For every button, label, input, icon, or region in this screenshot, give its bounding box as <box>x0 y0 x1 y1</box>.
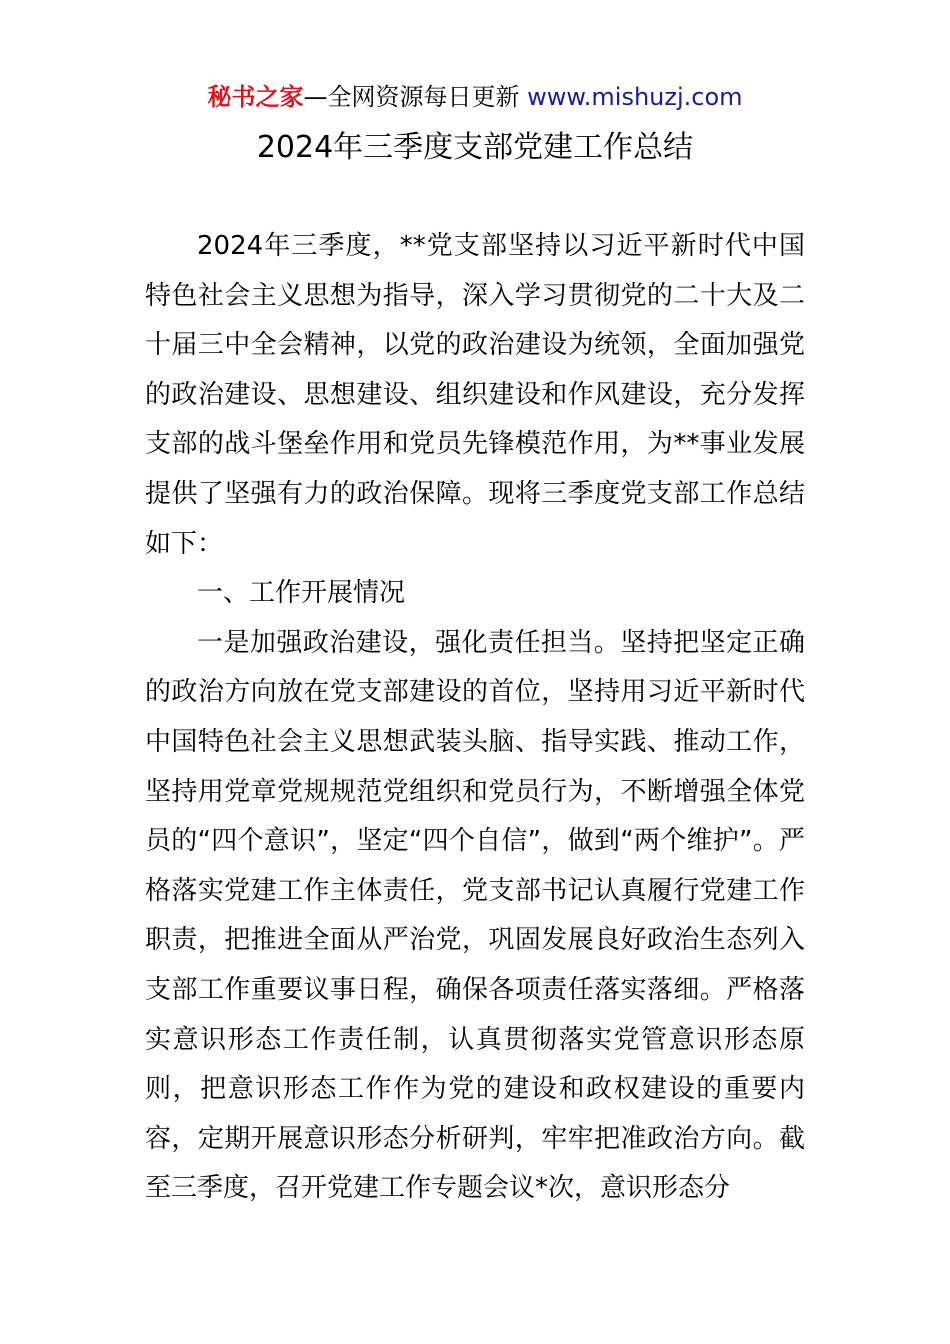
site-url-link[interactable]: www.mishuzj.com <box>527 83 743 111</box>
section-heading: 一、工作开展情况 <box>197 578 406 609</box>
document-body <box>145 222 805 1214</box>
site-brand: 秘书之家 <box>207 83 304 111</box>
document-title: 2024年三季度支部党建工作总结 <box>256 130 694 165</box>
body-paragraph: 一是加强政治建设，强化责任担当。坚持把坚定正确的政治方向放在党支部建设的首位，坚持用习近平新时代中国特色社会主义思想武装头脑、指导实践、推动工作，坚持用党章党规规范党组织和党员行为，不断增强全体党员的“四个意识”，坚定“四个自信”，做到“两个维护”。严格落实党建工作主体责任，党支部书记认真履行党建工作职责，把推进全面从严治党，巩固发展良好政治生态列入支部工作重要议事日程，确保各项责任落实落细。严格落实意识形态工作责任制，认真贯彻落实党管意识形态原则，把意识形态工作作为党的建设和政权建设的重要内容，定期开展意识形态分析研判，牢牢把准政治方向。截至三季度，召开党建工作专题会议*次，意识形态分 <box>145 627 805 1204</box>
site-header <box>0 80 950 114</box>
site-tagline: —全网资源每日更新 <box>303 83 528 111</box>
intro-paragraph: 2024年三季度，**党支部坚持以习近平新时代中国特色社会主义思想为指导，深入学习贯彻党的二十大及二十届三中全会精神，以党的政治建设为统领，全面加强党的政治建设、思想建设、组织建设和作风建设，充分发挥支部的战斗堡垒作用和党员先锋模范作用，为**事业发展提供了坚强有力的政治保障。现将三季度党支部工作总结如下： <box>145 231 805 559</box>
